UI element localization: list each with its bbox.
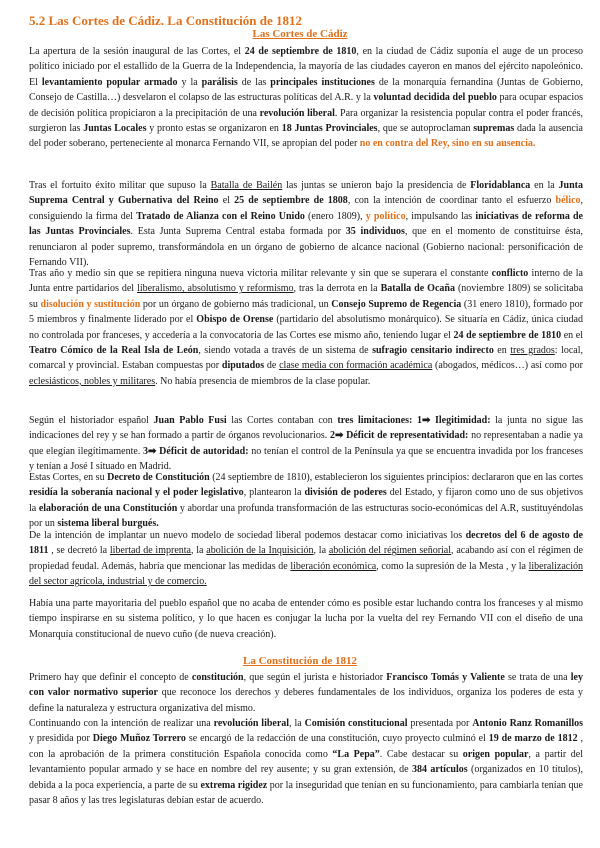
- text-run: clase media con formación académica: [279, 360, 433, 372]
- text-run: Tras el fortuito éxito militar que supuso la: [29, 180, 211, 191]
- text-run: liberalización del sector agrícola, industrial y de comercio.: [29, 560, 584, 588]
- text-run: la junta no sigue las indicaciones del rey y se han formado a partir de órganos revolucionarios.: [29, 415, 583, 442]
- paragraph: [29, 716, 583, 808]
- text-run: (31 enero 1810), formado por 5 miembros y finalmente liderado por el: [29, 298, 583, 326]
- text-run: , se decretó la: [48, 545, 110, 557]
- text-run: y político: [365, 210, 406, 222]
- text-run: y pronto estas se organizaron en: [146, 123, 282, 135]
- text-run: parálisis: [201, 76, 238, 88]
- text-run: y presidida por: [29, 733, 93, 745]
- text-run: en la: [530, 180, 559, 191]
- text-run: revolución liberal: [213, 718, 290, 729]
- text-run: liberación económica: [290, 560, 377, 572]
- text-run: Francisco Tomás y Valiente: [386, 672, 505, 683]
- text-run: abolición del régimen señorial: [328, 545, 452, 557]
- text-run: en el: [561, 329, 584, 341]
- text-run: Consejo Supremo de Regencia: [331, 298, 462, 310]
- text-run: , a partir del levantamiento popular armado y se hace en nombre del rey ausente; y su gran extensión, de: [29, 748, 584, 776]
- text-run: las juntas se unieron bajo la presidencia de: [282, 180, 471, 191]
- text-run: sufragio censitario indirecto: [372, 345, 494, 357]
- text-run: para ocupar espacios de decisión política propiciaron a la precipitación de una: [29, 92, 583, 119]
- text-run: se encargó de la redacción de una constitución, cuyo proyecto culminó el: [185, 733, 489, 745]
- text-run: diputados: [221, 360, 265, 372]
- text-run: bélico: [555, 195, 581, 207]
- text-run: , la: [289, 718, 305, 729]
- text-run: Estas Cortes, en su: [29, 472, 108, 483]
- text-run: dada la ausencia del poder soberano, perteneciente al monarca Fernando VII, se apropian del poder: [29, 123, 583, 150]
- text-run: liberalismo, absolutismo y reformismo: [137, 283, 294, 295]
- text-run: Tras año y medio sin que se repitiera ninguna nueva victoria militar relevante y sin que se superara el constante: [29, 268, 492, 279]
- text-run: Juntas Locales: [83, 123, 147, 135]
- paragraph: [29, 596, 583, 642]
- text-run: 25 de septiembre de 1808: [234, 195, 348, 207]
- text-run: Teatro Cómico de la Real Isla de León: [29, 345, 199, 357]
- text-run: eclesiásticos, nobles y militares: [29, 375, 156, 387]
- text-run: tres limitaciones: 1➡ Ilegitimidad:: [337, 415, 491, 426]
- paragraph: [29, 178, 583, 270]
- text-run: , consiguiendo la firma del: [29, 195, 584, 222]
- text-run: iniciativas de reforma de las Juntas Provinciales: [29, 210, 583, 238]
- text-run: , la: [190, 545, 207, 557]
- text-run: de: [264, 360, 280, 372]
- text-run: Juan Pablo Fusi: [153, 415, 227, 426]
- section-heading-cortes: Las Cortes de Cádiz: [252, 28, 348, 40]
- text-run: por la inseguridad que tenían en su funcionamiento, para cambiarla tenían que pasar 8 años y las tres legislaturas debían estar de acuerdo.: [29, 779, 583, 807]
- paragraph: [29, 670, 583, 716]
- paragraph: [29, 413, 583, 475]
- text-run: Tratado de Alianza con el Reino Unido: [136, 210, 305, 222]
- text-run: voluntad decidida del pueblo: [373, 92, 497, 104]
- text-run: las Cortes contaban con: [226, 415, 338, 426]
- text-run: 24 de septiembre de 1810: [244, 46, 357, 57]
- text-run: Había una parte mayoritaria del pueblo español que no acaba de entender cómo es posible estar luchando contra los franceses y al mismo tiempo inspirarse en su sistema político, y lo que hacen es conjugar la lucha por la vuelta del rey Fernando VII con el diseño de una Monarquía constitucional de nuevo cuño (de nueva creación).: [29, 598, 583, 640]
- text-run: origen popular: [462, 748, 529, 760]
- text-run: Antonio Ranz Romanillos: [472, 718, 584, 729]
- text-run: (partidario del absolutismo monárquico). Se situaría en Cádiz, única ciudad no controlada por franceses, y accedería a la convocatoria de las Cortes ese mismo año, teniendo lugar el: [29, 314, 583, 341]
- text-run: (24 septiembre de 1810), establecieron los siguientes principios: declararon que en las cortes: [209, 472, 584, 483]
- text-run: Decreto de Constitución: [107, 472, 210, 483]
- text-run: el: [218, 195, 235, 207]
- text-run: 18 Juntas Provinciales: [281, 123, 378, 135]
- text-run: (organizados en 10 títulos), debida a la poca experiencia, a parte de su: [29, 764, 583, 791]
- paragraph: [29, 470, 583, 532]
- text-run: 3➡ Déficit de autoridad:: [143, 445, 249, 457]
- text-run: y la: [177, 76, 202, 88]
- text-run: , como la supresión de la Mesta , y la: [376, 560, 529, 572]
- text-run: interno de la Junta entre partidarios del: [29, 268, 583, 295]
- text-run: , plantearon la: [243, 487, 305, 499]
- text-run: . Cabe destacar su: [379, 748, 463, 760]
- text-run: extrema rigidez: [200, 779, 268, 791]
- text-run: , acabando así con el régimen de propiedad feudal. Además, habría que mencionar las medidas de: [29, 545, 583, 572]
- text-run: principales instituciones: [270, 76, 375, 88]
- text-run: La apertura de la sesión inaugural de las Cortes, el: [29, 46, 245, 57]
- text-run: abolición de la Inquisición: [206, 545, 314, 557]
- text-run: 19 de marzo de 1812: [488, 733, 578, 745]
- text-run: Diego Muñoz Torrero: [92, 733, 186, 745]
- text-run: Junta Suprema Central y Gubernativa del Reino: [29, 180, 583, 207]
- text-run: Floridablanca: [470, 180, 531, 191]
- paragraph: [29, 266, 583, 389]
- text-run: 35 individuos: [345, 226, 405, 238]
- text-run: , en la ciudad de Cádiz suponía el auge de un proceso político iniciado por el estallido de la Guerra de la Independencia, la mayoría de las ciudades cayeron en manos del ejército napoleónico. El: [29, 46, 584, 88]
- text-run: , que en el momento de constituirse ésta, renunciaron al poder supremo, transformándola en un órgano de gobierno de alcance nacional (Gobierno nacional: personificación de Fernando VII).: [29, 226, 583, 269]
- text-run: , que se autoproclaman: [377, 123, 474, 135]
- text-run: no en contra del Rey, sino en su ausencia.: [359, 138, 536, 150]
- text-run: , tras la derrota en la: [293, 283, 381, 295]
- text-run: se trata de una: [504, 672, 571, 683]
- text-run: , siendo votada a través de un sistema de: [198, 345, 373, 357]
- text-run: conflicto: [491, 268, 529, 279]
- text-run: disolución y sustitución: [40, 298, 141, 310]
- text-run: Batalla de Ocaña: [380, 283, 455, 295]
- text-run: ley con valor normativo superior: [29, 672, 583, 699]
- text-run: (noviembre 1809) se solicitaba su: [29, 283, 584, 310]
- text-run: elaboración de una Constitución: [38, 502, 178, 514]
- text-run: 24 de septiembre de 1810: [453, 329, 562, 341]
- text-run: supremas: [473, 123, 515, 135]
- text-run: 384 artículos: [412, 764, 468, 776]
- text-run: 2➡ Déficit de representatividad:: [329, 430, 469, 442]
- text-run: , impulsando las: [405, 210, 476, 222]
- text-run: . Esta Junta Suprema Central estaba formada por: [130, 226, 346, 238]
- section-heading-constitucion: La Constitución de 1812: [243, 655, 357, 667]
- text-run: Obispo de Orense: [196, 314, 274, 326]
- text-run: , que según el jurista e historiador: [243, 672, 387, 683]
- text-run: sistema liberal burgués.: [57, 518, 159, 530]
- text-run: Según el historiador español: [29, 415, 154, 426]
- text-run: , con la intención de coordinar tanto el esfuerzo: [347, 195, 556, 207]
- text-run: . Para organizar la resistencia popular contra el poder francés, surgieron las: [29, 107, 584, 135]
- text-run: , con la aprobación de la primera constitución Española conocida como: [29, 733, 583, 760]
- text-run: y abordar una profunda transformación de las estructuras socio-económicas del A.R, sustituyéndolas por un: [29, 502, 583, 530]
- text-run: presentada por: [407, 718, 473, 729]
- text-run: decretos del 6 de agosto de 1811: [29, 530, 583, 557]
- text-run: no representaban a nadie ya que elegían ilegítimamente.: [29, 430, 583, 457]
- paragraph: [29, 528, 583, 590]
- text-run: tres grados: [510, 345, 555, 357]
- text-run: levantamiento popular armado: [41, 76, 178, 88]
- text-run: de la monarquía fernandina (Juntas de Gobierno, Consejo de Castilla…) desvelaron el colapso de las estructuras políticas del A.R. y la: [29, 76, 583, 104]
- text-run: (abogados, médicos…) así como por: [432, 360, 584, 372]
- text-run: Comisión constitucional: [304, 718, 408, 729]
- text-run: Continuando con la intención de realizar una: [29, 718, 214, 729]
- text-run: De la intención de implantar un nuevo modelo de sociedad liberal podemos destacar como iniciativas los: [29, 530, 466, 541]
- text-run: no tenían el control de la Península ya que se encuentra invadida por los franceses y tenían a José I situado en Madrid.: [29, 445, 584, 473]
- text-run: Batalla de Bailén: [210, 180, 283, 191]
- text-run: : local, comarcal y provincial. Estaban compuestas por: [29, 345, 583, 372]
- text-run: división de poderes: [304, 487, 387, 499]
- text-run: , la: [313, 545, 329, 557]
- text-run: en: [493, 345, 511, 357]
- text-run: Primero hay que definir el concepto de: [29, 672, 192, 683]
- text-run: constitución: [191, 672, 244, 683]
- text-run: de las: [237, 76, 271, 88]
- text-run: libertad de imprenta: [109, 545, 191, 557]
- paragraph: [29, 44, 583, 152]
- text-run: residía la soberanía nacional y el poder legislativo: [29, 487, 244, 499]
- text-run: por un órgano de gobierno más tradicional, un: [140, 298, 332, 310]
- text-run: . No había presencia de miembros de la clase popular.: [155, 375, 371, 387]
- text-run: “La Pepa”: [332, 748, 380, 760]
- text-run: del Estado, y fijaron como uno de sus objetivos la: [29, 487, 583, 514]
- text-run: revolución liberal: [259, 107, 335, 119]
- page-title: 5.2 Las Cortes de Cádiz. La Constitución de 1812: [29, 13, 303, 28]
- text-run: (enero 1809),: [304, 210, 366, 222]
- text-run: que reconoce los derechos y deberes fundamentales de los individuos, organiza los poderes de esta y define la naturaleza y estructura organizativa del mismo.: [29, 687, 583, 714]
